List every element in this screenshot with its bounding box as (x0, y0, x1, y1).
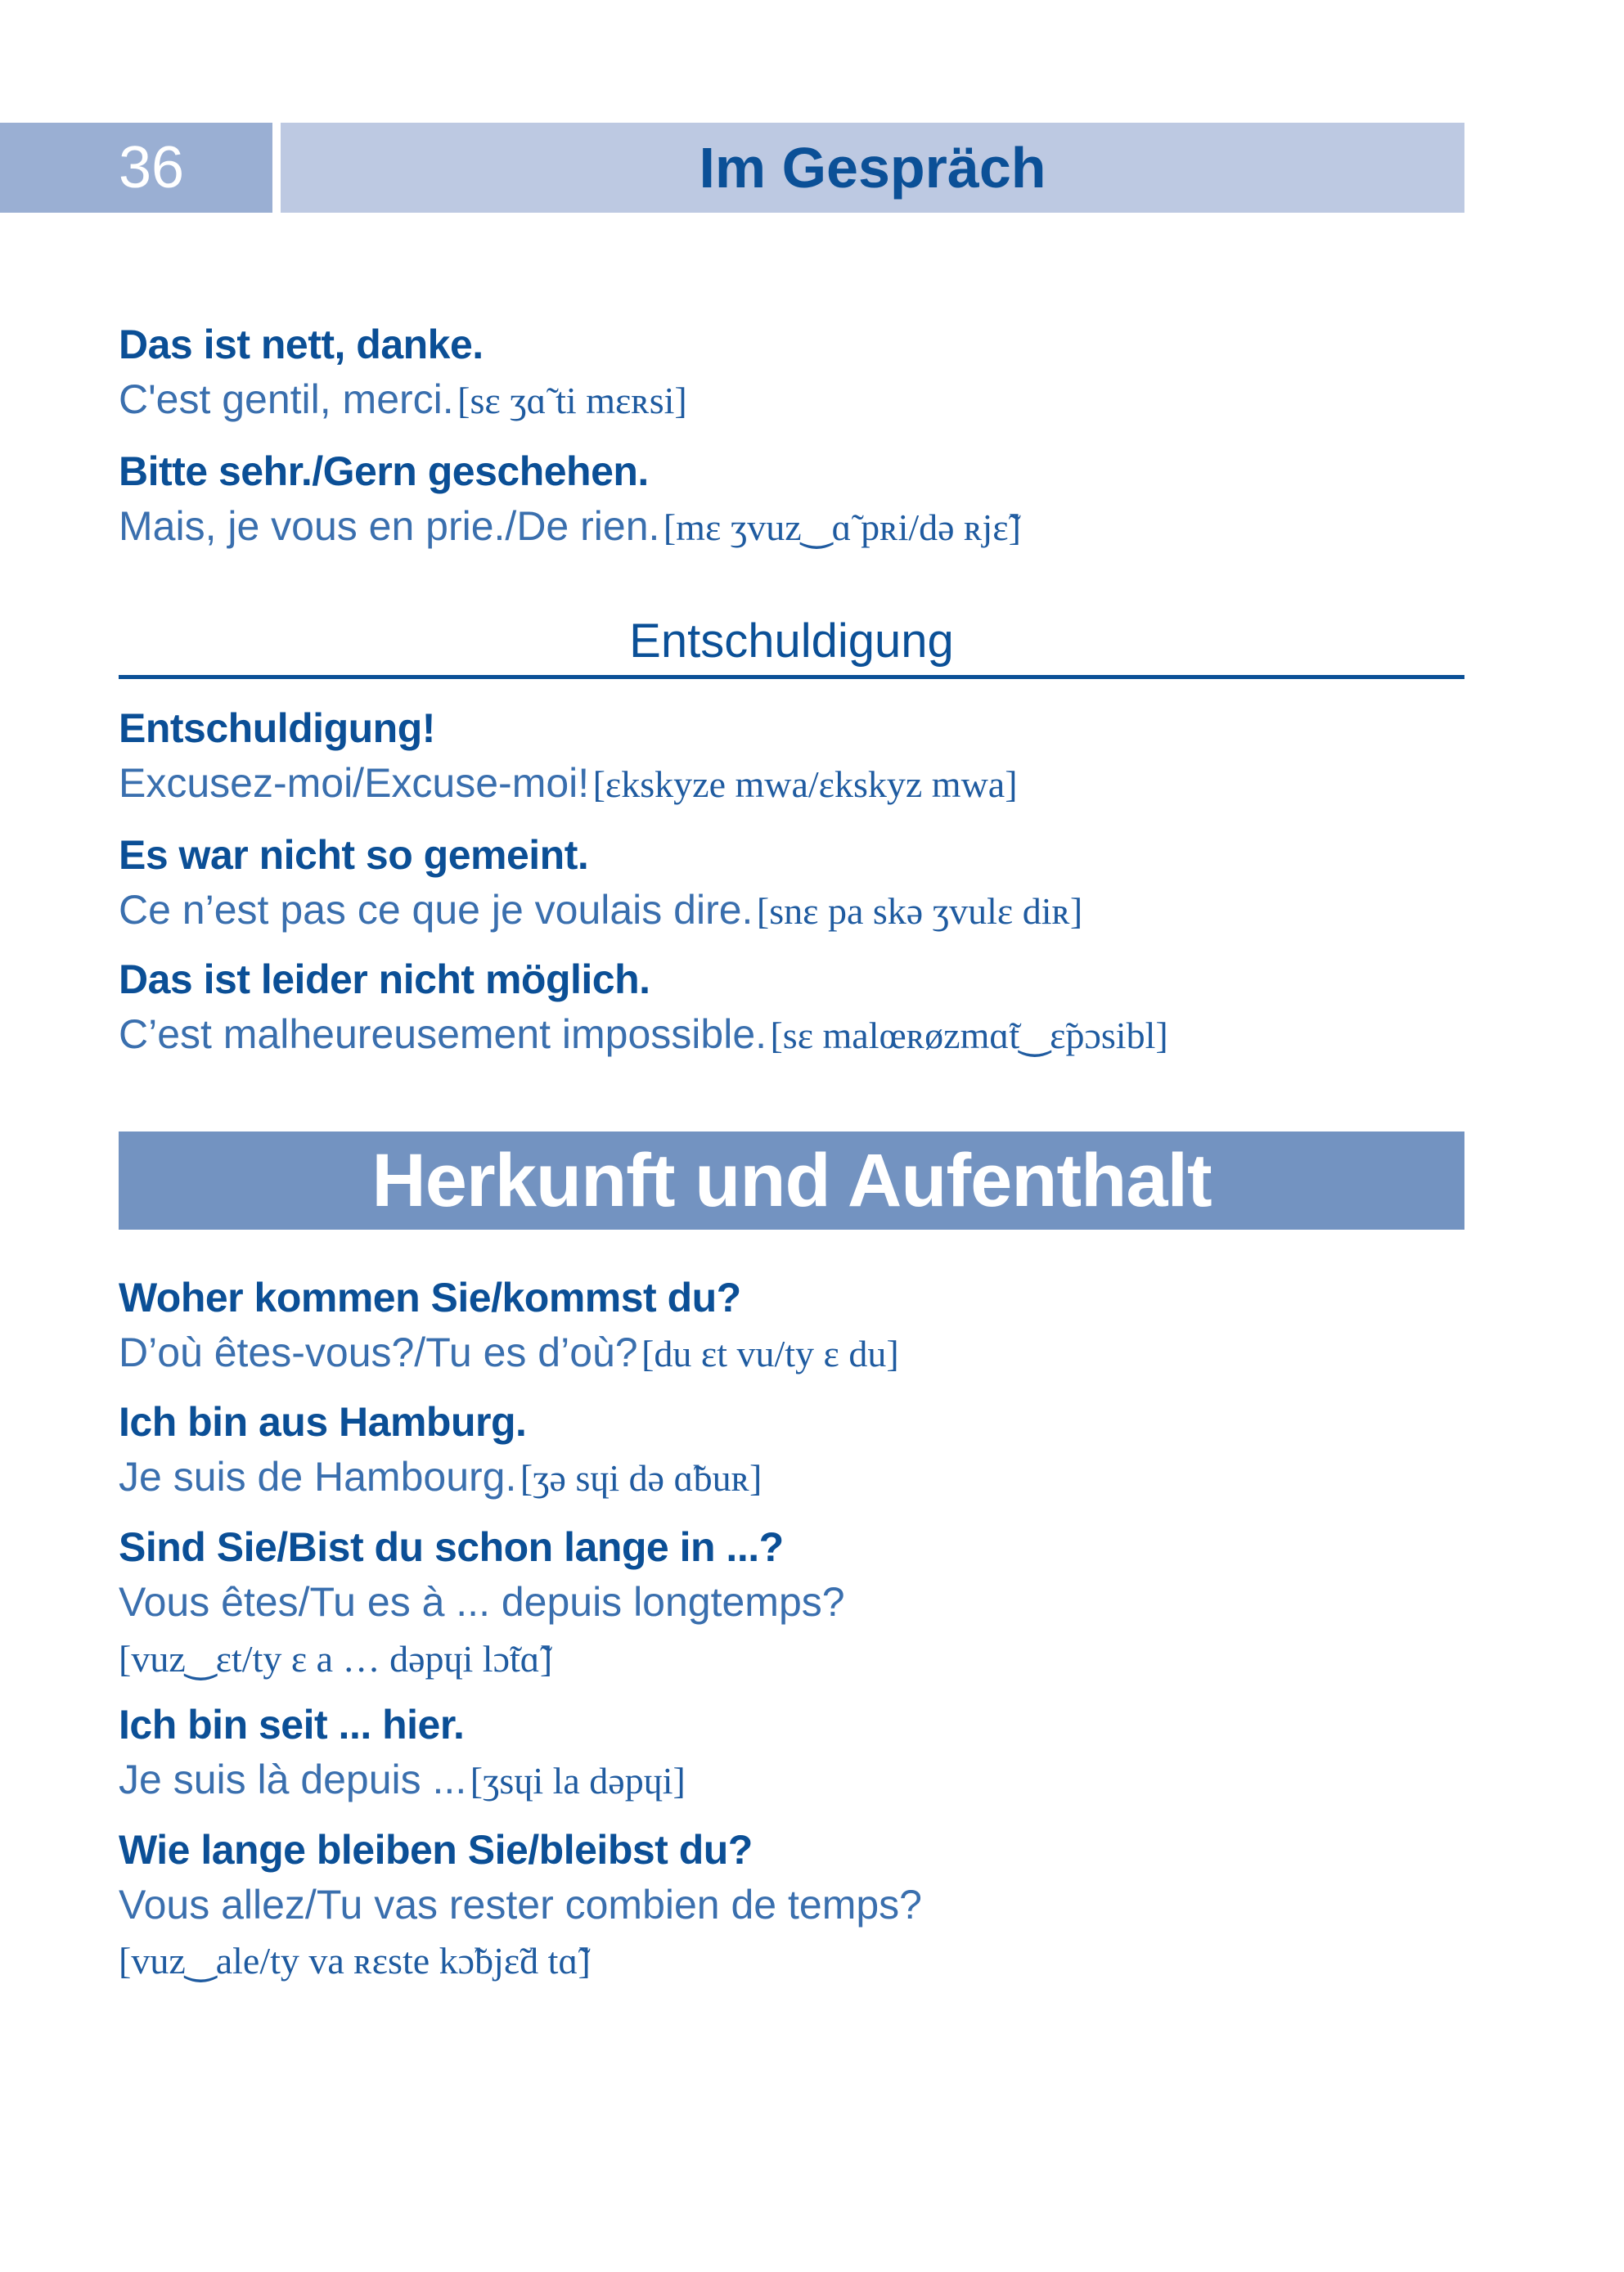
french-phrase-line (119, 1329, 899, 1375)
french-phrase-line (119, 1759, 686, 1800)
page-number: 36 (119, 135, 185, 200)
ipa-transcription: [ʒə sɥi də ɑ̃buʀ] (520, 1457, 763, 1499)
ipa-transcription: [mɛ ʒvuz‿ɑ̃ pʀi/də ʀjɛ̃] (663, 506, 1021, 548)
german-phrase: Entschuldigung! (119, 705, 435, 751)
french-phrase-line (119, 503, 1021, 549)
french-phrase: Mais, je vous en prie./De rien. (119, 503, 660, 549)
german-phrase: Das ist nett, danke. (119, 322, 484, 367)
ipa-transcription: [ʒsɥi la dəpɥi] (470, 1760, 686, 1802)
french-phrase: Ce n’est pas ce que je voulais dire. (119, 887, 754, 933)
german-phrase: Sind Sie/Bist du schon lange in ...? (119, 1524, 784, 1570)
ipa-transcription: [snɛ pa skə ʒvulɛ diʀ] (756, 890, 1083, 932)
german-phrase: Wie lange bleiben Sie/bleibst du? (119, 1827, 753, 1873)
french-phrase-line (119, 1454, 763, 1500)
ipa-transcription: [du ɛt vu/ty ɛ du] (641, 1333, 899, 1374)
section-banner-title: Herkunft und Aufenthalt (371, 1138, 1212, 1222)
german-phrase: Ich bin aus Hamburg. (119, 1399, 527, 1445)
french-phrase: Excusez-moi/Excuse-moi! (119, 760, 590, 806)
ipa-transcription: [sɛ malœʀøzmɑ̃t‿ɛ̃pɔsibl] (770, 1015, 1168, 1056)
french-phrase: Vous allez/Tu vas rester combien de temps? (119, 1882, 922, 1928)
french-phrase-line (119, 376, 687, 422)
ipa-transcription: [vuz‿ɛt/ty ɛ a … dəpɥi lɔ̃tɑ̃] (119, 1638, 553, 1680)
section-heading-entschuldigung: Entschuldigung (629, 614, 954, 668)
french-phrase: Je suis de Hambourg. (119, 1454, 517, 1500)
german-phrase: Das ist leider nicht möglich. (119, 956, 650, 1002)
ipa-transcription: [sɛ ʒɑ̃ ti mɛʀsi] (457, 380, 687, 421)
german-phrase: Es war nicht so gemeint. (119, 832, 589, 878)
french-phrase: Je suis là depuis ... (119, 1757, 467, 1802)
german-phrase: Woher kommen Sie/kommst du? (119, 1275, 741, 1320)
section-heading-rule (119, 675, 1464, 679)
french-phrase-line (119, 1011, 1168, 1057)
ipa-transcription: [vuz‿ale/ty va ʀɛste kɔ̃bjɛ̃d tɑ̃] (119, 1940, 591, 1982)
french-phrase: C’est malheureusement impossible. (119, 1011, 767, 1057)
french-phrase: C'est gentil, merci. (119, 376, 454, 422)
ipa-transcription: [ɛkskyze mwa/ɛkskyz mwa] (592, 763, 1018, 805)
german-phrase: Ich bin seit ... hier. (119, 1702, 465, 1748)
french-phrase: Vous êtes/Tu es à ... depuis longtemps? (119, 1579, 845, 1625)
chapter-title: Im Gespräch (699, 136, 1046, 200)
french-phrase-line (119, 887, 1083, 933)
french-phrase-line (119, 760, 1018, 806)
french-phrase: D’où êtes-vous?/Tu es d’où? (119, 1329, 638, 1375)
section-banner (119, 1132, 1464, 1230)
german-phrase: Bitte sehr./Gern geschehen. (119, 448, 649, 494)
